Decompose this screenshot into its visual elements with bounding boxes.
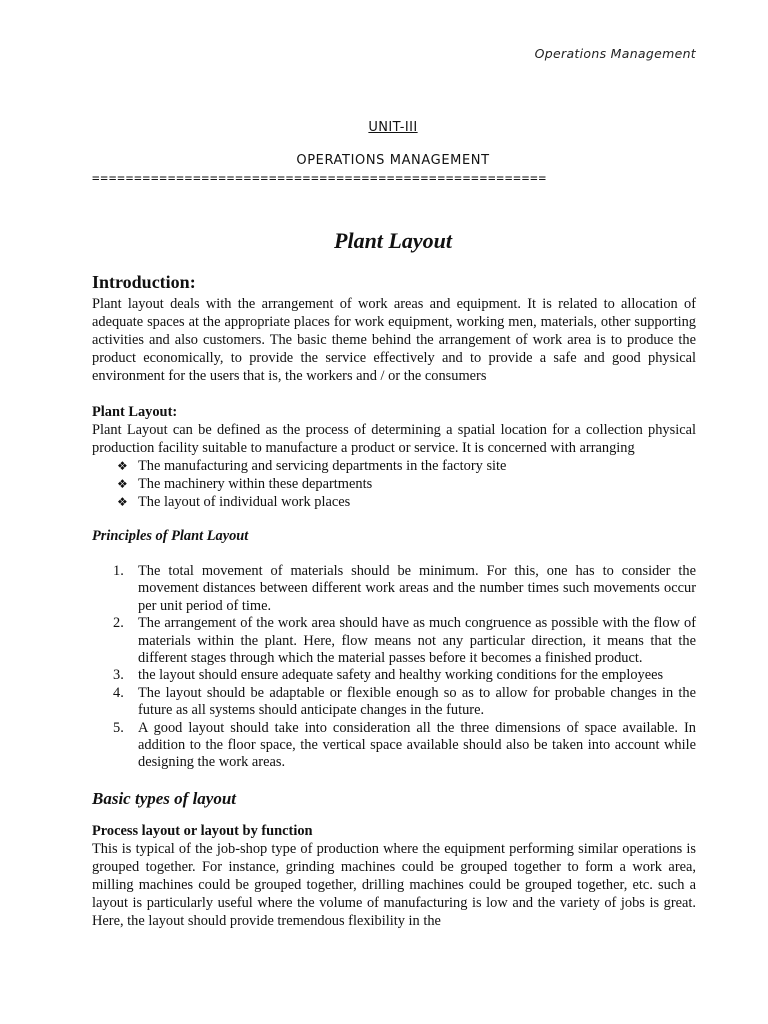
separator-rule: ======================================================: [92, 170, 547, 185]
list-item: [92, 615, 696, 667]
principles-list: [92, 563, 696, 772]
introduction-heading: Introduction:: [92, 272, 196, 292]
list-number: 5.: [113, 719, 124, 736]
list-number: 4.: [113, 684, 124, 701]
diamond-bullet-icon: ❖: [117, 495, 128, 509]
list-item: [92, 720, 696, 772]
diamond-bullet-icon: ❖: [117, 459, 128, 473]
list-item: [117, 475, 696, 493]
basic-types-section: [92, 788, 696, 930]
list-item: [92, 685, 696, 720]
process-layout-heading: Process layout or layout by function: [92, 822, 313, 839]
principles-section: [92, 527, 696, 772]
list-item-text: The manufacturing and servicing departments in the factory site: [138, 458, 507, 474]
list-item-text: The layout should be adaptable or flexible enough so as to allow for probable changes in the future as all systems should anticipate changes in the future.: [138, 684, 696, 719]
list-item-text: The layout of individual work places: [138, 494, 351, 510]
running-header: Operations Management: [534, 46, 696, 61]
introduction-paragraph: Plant layout deals with the arrangement of work areas and equipment. It is related to allocation of adequate spaces at the appropriate places for work equipment, working men, materials, other supporting activities and also customers. The basic theme behind the arrangement of work area is to produce the product economically, to provide the service effectively and to provide a safe and good physical environment for the users that is, the workers and / or the consumers: [92, 296, 696, 384]
list-item: [92, 667, 696, 684]
list-item: [92, 563, 696, 615]
list-item: [117, 457, 696, 475]
plant-layout-bullet-list: [92, 457, 696, 511]
process-layout-paragraph: This is typical of the job-shop type of production where the equipment performing similar operations is grouped together. For instance, grinding machines could be grouped together to form a work area, milling machines could be grouped together, drilling machines could be grouped together, etc. such a layout is particularly useful where the volume of manufacturing is low and the variety of jobs is great. Here, the layout should provide tremendous flexibility in the: [92, 840, 696, 929]
plant-layout-section: [92, 403, 696, 511]
page-title: Plant Layout: [334, 228, 452, 253]
list-item-text: the layout should ensure adequate safety and healthy working conditions for the employees: [138, 667, 664, 684]
basic-types-heading: Basic types of layout: [92, 788, 237, 808]
principles-heading: Principles of Plant Layout: [92, 528, 249, 544]
subject-title: OPERATIONS MANAGEMENT: [296, 153, 490, 168]
list-number: 2.: [113, 615, 124, 632]
list-item-text: The arrangement of the work area should have as much congruence as possible with the flow of materials within the plant. Here, flow means not any particular direction, it means that the different stages through which the material passes before it becomes a finished product.: [138, 615, 696, 667]
introduction-section: [92, 270, 696, 385]
list-item-text: A good layout should take into consideration all the three dimensions of space available. In addition to the floor space, the vertical space available should also be taken into account while designing the work areas.: [138, 719, 696, 771]
list-number: 1.: [113, 563, 124, 579]
diamond-bullet-icon: ❖: [117, 477, 128, 491]
plant-layout-heading: Plant Layout:: [92, 404, 178, 420]
list-item-text: The total movement of materials should be minimum. For this, one has to consider the movement distances between different work areas and the number times such movements occur per unit period of time.: [138, 563, 696, 614]
list-number: 3.: [113, 667, 124, 684]
document-body: [92, 270, 696, 930]
plant-layout-paragraph: Plant Layout can be defined as the process of determining a spatial location for a collection physical production facility suitable to manufacture a product or service. It is concerned with arranging: [92, 422, 696, 456]
list-item: [117, 493, 696, 511]
list-item-text: The machinery within these departments: [138, 476, 373, 492]
unit-label: UNIT-III: [368, 120, 418, 135]
